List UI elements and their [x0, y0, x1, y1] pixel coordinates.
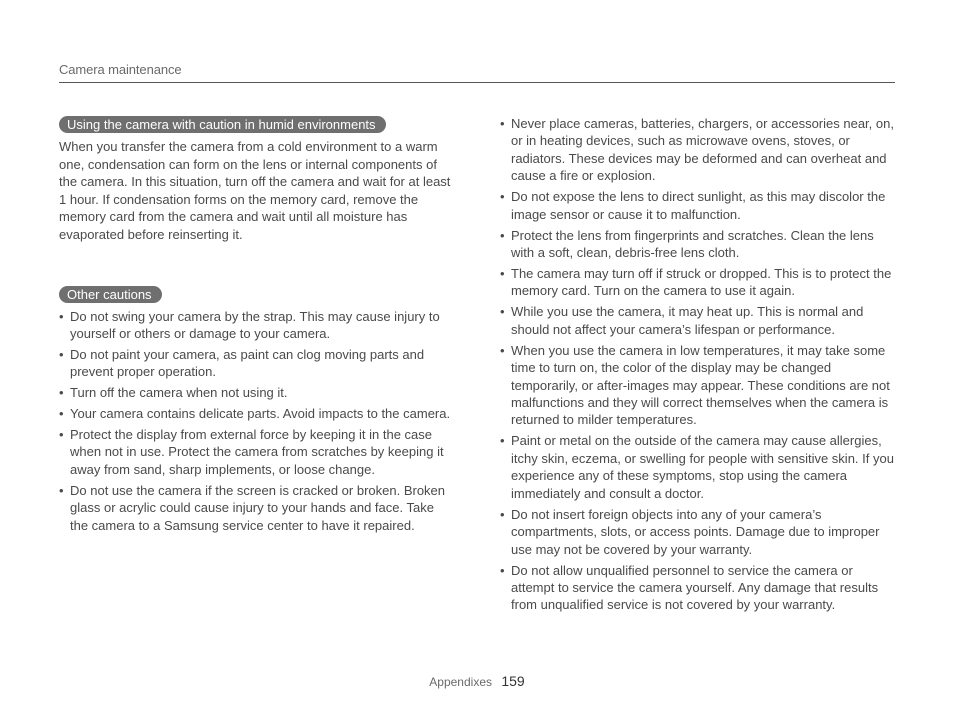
list-item: • Do not swing your camera by the strap. This may cause injury to yourself or others or damage to your camera. — [59, 308, 455, 343]
section-heading-humid: Using the camera with caution in humid environments — [59, 116, 386, 133]
page-number: 159 — [501, 673, 525, 689]
footer-section-label: Appendixes — [429, 675, 492, 689]
other-cautions-list — [59, 308, 455, 534]
list-item: • Turn off the camera when not using it. — [59, 384, 455, 401]
list-item: • Protect the display from external force by keeping it in the case when not in use. Protect the camera from scratches by keeping it away from sand, sharp implements, or loose change. — [59, 426, 455, 478]
list-item: • While you use the camera, it may heat up. This is normal and should not affect your camera’s lifespan or performance. — [500, 303, 898, 338]
header-divider — [59, 82, 895, 83]
page-footer — [0, 673, 954, 689]
right-column — [500, 115, 898, 617]
humid-environments-section — [59, 116, 455, 244]
list-item: • Paint or metal on the outside of the camera may cause allergies, itchy skin, eczema, or swelling for people with sensitive skin. If you experience any of these symptoms, stop using the camera immediately and consult a doctor. — [500, 432, 898, 502]
humid-environments-paragraph: When you transfer the camera from a cold environment to a warm one, condensation can form on the lens or internal components of the camera. In this situation, turn off the camera and wait for at least 1 hour. If condensation forms on the memory card, remove the memory card from the camera and wait until all moisture has evaporated before reinserting it. — [59, 139, 451, 242]
page-header-title: Camera maintenance — [59, 62, 182, 77]
list-item: • Do not insert foreign objects into any of your camera’s compartments, slots, or access points. Damage due to improper use may not be covered by your warranty. — [500, 506, 898, 558]
list-item: • Do not expose the lens to direct sunlight, as this may discolor the image sensor or cause it to malfunction. — [500, 188, 898, 223]
list-item: • Do not use the camera if the screen is cracked or broken. Broken glass or acrylic could cause injury to your hands and face. Take the camera to a Samsung service center to have it repaired. — [59, 482, 455, 534]
left-column — [59, 116, 455, 537]
list-item: • Do not allow unqualified personnel to service the camera or attempt to service the camera yourself. Any damage that results from unqualified service is not covered by your warranty. — [500, 562, 898, 614]
other-cautions-section — [59, 286, 455, 534]
list-item: • Protect the lens from fingerprints and scratches. Clean the lens with a soft, clean, debris-free lens cloth. — [500, 227, 898, 262]
list-item: • Do not paint your camera, as paint can clog moving parts and prevent proper operation. — [59, 346, 455, 381]
section-heading-other-cautions: Other cautions — [59, 286, 162, 303]
list-item: • When you use the camera in low temperatures, it may take some time to turn on, the color of the display may be changed temporarily, or after-images may appear. These conditions are not malfunctions and they will correct themselves when the camera is returned to milder temperatures. — [500, 342, 898, 429]
cautions-list-continued — [500, 115, 898, 614]
list-item: • Never place cameras, batteries, chargers, or accessories near, on, or in heating devices, such as microwave ovens, stoves, or radiators. These devices may be deformed and can overheat and cause a fire or explosion. — [500, 115, 898, 185]
list-item: • The camera may turn off if struck or dropped. This is to protect the memory card. Turn on the camera to use it again. — [500, 265, 898, 300]
list-item: • Your camera contains delicate parts. Avoid impacts to the camera. — [59, 405, 455, 422]
